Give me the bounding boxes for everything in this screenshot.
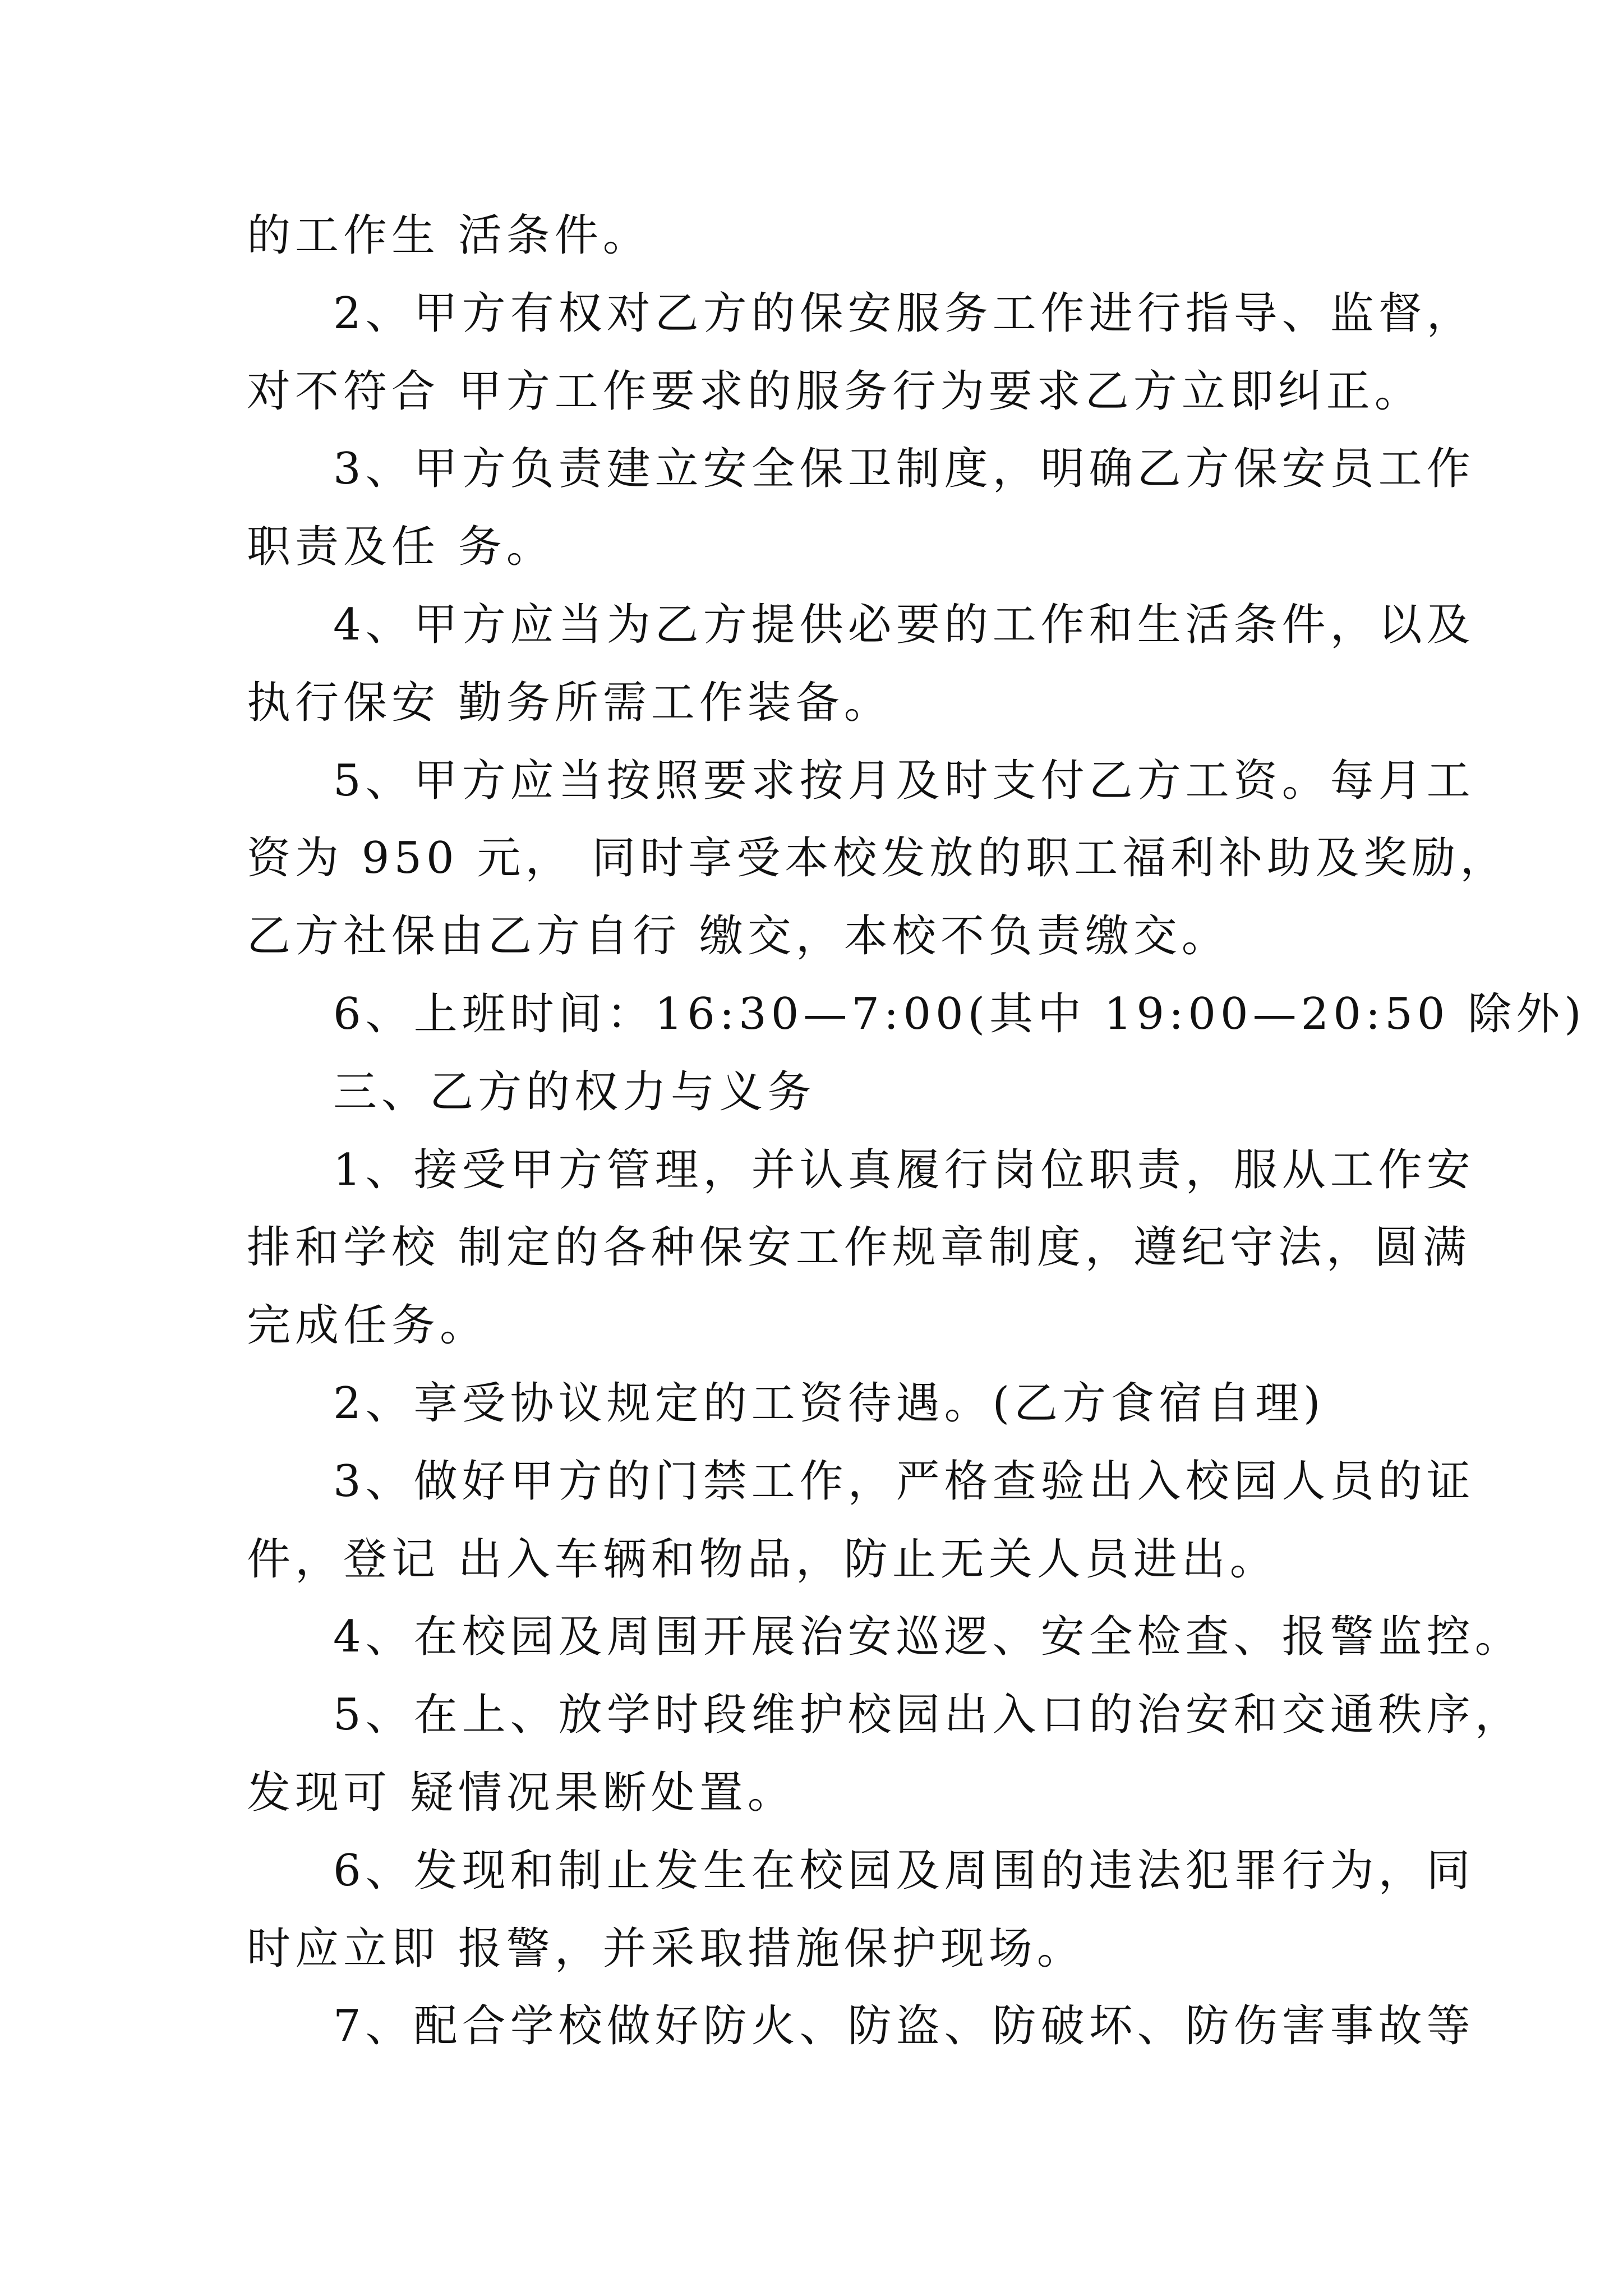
text-line: 完成任务。 xyxy=(247,1300,488,1351)
text-line: 1、接受甲方管理，并认真履行岗位职责，服从工作安 xyxy=(333,1145,1475,1195)
text-line: 对不符合 甲方工作要求的服务行为要求乙方立即纠正。 xyxy=(247,366,1423,417)
text-line: 4、在校园及周围开展治安巡逻、安全检查、报警监控。 xyxy=(333,1612,1523,1662)
text-line: 5、在上、放学时段维护校园出入口的治安和交通秩序， xyxy=(333,1690,1523,1740)
text-line: 6、发现和制止发生在校园及周围的违法犯罪行为，同 xyxy=(333,1846,1475,1896)
text-line: 5、甲方应当按照要求按月及时支付乙方工资。每月工 xyxy=(333,756,1475,806)
section-heading: 三、乙方的权力与义务 xyxy=(333,1067,816,1117)
text-line: 2、享受协议规定的工资待遇。(乙方食宿自理) xyxy=(333,1378,1325,1429)
text-line: 资为 950 元， 同时享受本校发放的职工福利补助及奖励， xyxy=(247,833,1509,884)
text-line: 6、上班时间：16:30—7:00(其中 19:00—20:50 除外) xyxy=(333,989,1586,1039)
text-line: 7、配合学校做好防火、防盗、防破坏、防伤害事故等 xyxy=(333,2001,1475,2051)
text-line: 乙方社保由乙方自行 缴交，本校不负责缴交。 xyxy=(247,911,1230,961)
text-line: 发现可 疑情况果断处置。 xyxy=(247,1768,796,1818)
text-line: 3、做好甲方的门禁工作，严格查验出入校园人员的证 xyxy=(333,1456,1475,1507)
text-line: 职责及任 务。 xyxy=(247,522,555,572)
text-line: 的工作生 活条件。 xyxy=(247,210,651,261)
text-line: 排和学校 制定的各种保安工作规章制度，遵纪守法，圆满 xyxy=(247,1222,1471,1273)
text-line: 执行保安 勤务所需工作装备。 xyxy=(247,678,892,728)
text-line: 时应立即 报警，并采取措施保护现场。 xyxy=(247,1924,1085,1974)
text-line: 2、甲方有权对乙方的保安服务工作进行指导、监督， xyxy=(333,288,1475,339)
text-line: 件，登记 出入车辆和物品，防止无关人员进出。 xyxy=(247,1534,1278,1585)
text-line: 3、甲方负责建立安全保卫制度，明确乙方保安员工作 xyxy=(333,444,1475,494)
text-line: 4、甲方应当为乙方提供必要的工作和生活条件，以及 xyxy=(333,600,1475,650)
